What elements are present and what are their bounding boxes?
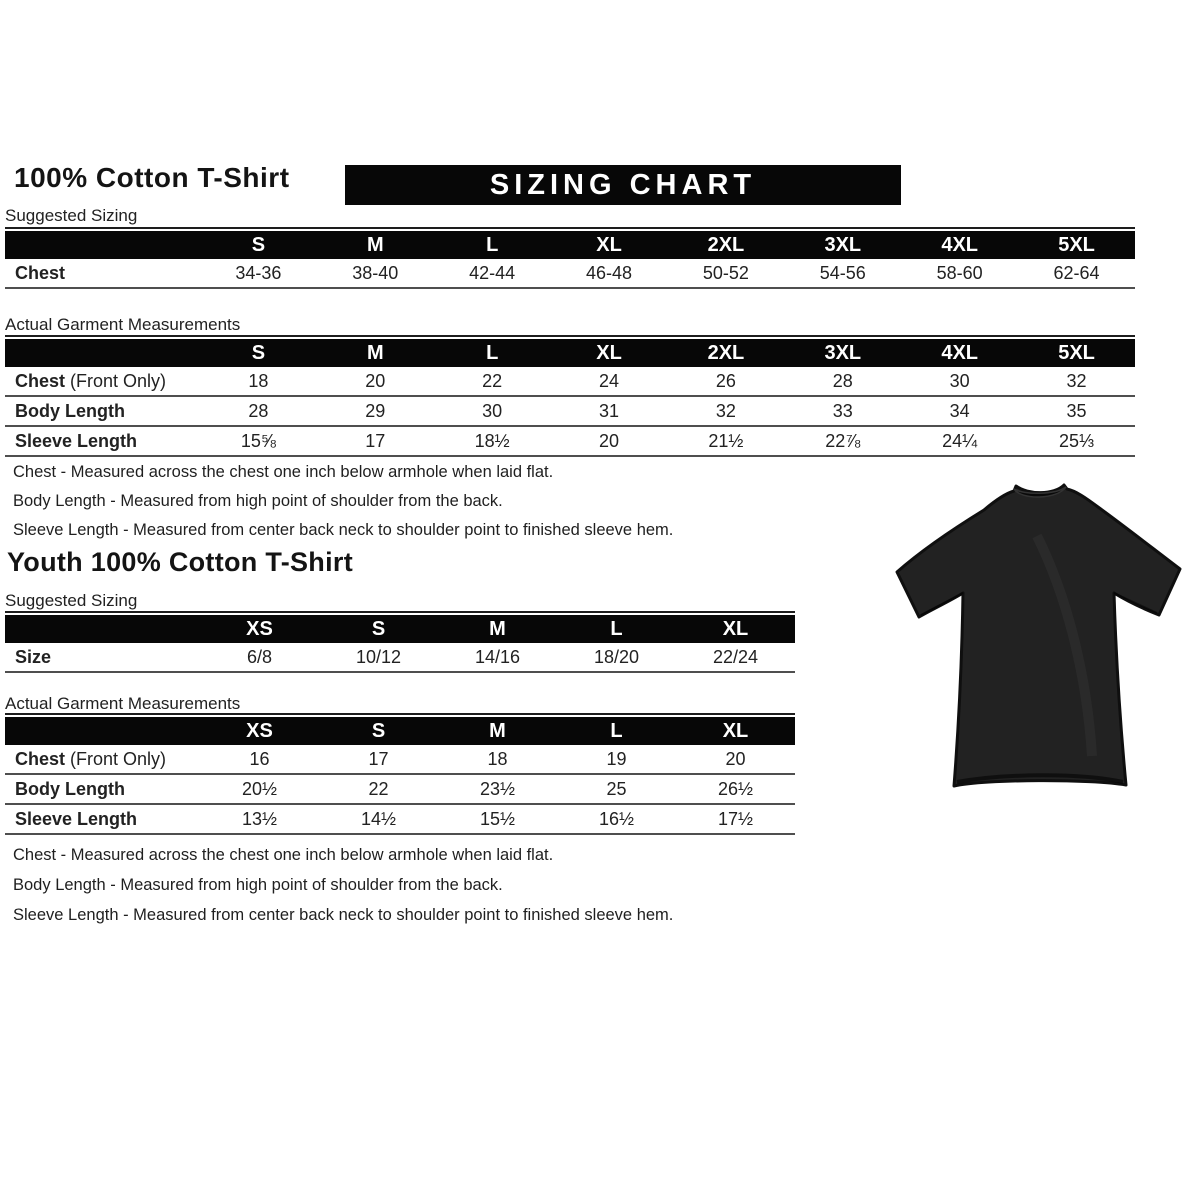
adult-suggested-sizing-label: Suggested Sizing bbox=[5, 206, 138, 225]
youth-suggested-sizing-label: Suggested Sizing bbox=[5, 591, 138, 610]
column-header-l: L bbox=[434, 339, 551, 367]
table-cell: 31 bbox=[551, 396, 668, 426]
column-header-s: S bbox=[200, 231, 317, 259]
adult-suggested-sizing-table bbox=[5, 231, 1135, 289]
header-spacer bbox=[5, 339, 200, 367]
tshirt-image bbox=[886, 476, 1198, 816]
column-header-m: M bbox=[317, 231, 434, 259]
table-cell: 16½ bbox=[557, 804, 676, 834]
row-label: Chest bbox=[5, 259, 200, 288]
row-label: Body Length bbox=[5, 396, 200, 426]
table-cell: 18 bbox=[438, 745, 557, 774]
row-label: Sleeve Length bbox=[5, 426, 200, 456]
header-spacer bbox=[5, 615, 200, 643]
adult-suggested-sizing-table-wrap bbox=[5, 227, 1135, 289]
table-cell: 20 bbox=[317, 367, 434, 396]
measurement-note: Chest - Measured across the chest one inch below armhole when laid flat. bbox=[13, 846, 554, 864]
table-cell: 34-36 bbox=[200, 259, 317, 288]
table-cell: 38-40 bbox=[317, 259, 434, 288]
table-cell: 42-44 bbox=[434, 259, 551, 288]
table-cell: 18 bbox=[200, 367, 317, 396]
sizing-chart-banner-text: SIZING CHART bbox=[489, 168, 757, 201]
table-cell: 32 bbox=[668, 396, 785, 426]
column-header-2xl: 2XL bbox=[668, 339, 785, 367]
table-cell: 16 bbox=[200, 745, 319, 774]
column-header-xl: XL bbox=[551, 231, 668, 259]
column-header-xl: XL bbox=[551, 339, 668, 367]
table-cell: 26½ bbox=[676, 774, 795, 804]
row-label: Size bbox=[5, 643, 200, 672]
measurement-note: Sleeve Length - Measured from center back neck to shoulder point to finished sleeve hem. bbox=[13, 521, 674, 539]
row-label: Sleeve Length bbox=[5, 804, 200, 834]
table-cell: 25⅓ bbox=[1018, 426, 1135, 456]
table-cell: 24¼ bbox=[901, 426, 1018, 456]
table-cell: 22 bbox=[434, 367, 551, 396]
column-header-3xl: 3XL bbox=[784, 231, 901, 259]
tshirt-body bbox=[897, 485, 1180, 786]
header-spacer bbox=[5, 231, 200, 259]
measurement-note: Body Length - Measured from high point of shoulder from the back. bbox=[13, 492, 503, 510]
measurement-note: Body Length - Measured from high point of shoulder from the back. bbox=[13, 876, 503, 894]
table-cell: 13½ bbox=[200, 804, 319, 834]
youth-suggested-sizing-table bbox=[5, 615, 795, 673]
table-cell: 46-48 bbox=[551, 259, 668, 288]
table-cell: 33 bbox=[784, 396, 901, 426]
table-cell: 17 bbox=[319, 745, 438, 774]
youth-suggested-sizing-table-wrap bbox=[5, 611, 795, 673]
table-row bbox=[5, 396, 1135, 426]
table-cell: 26 bbox=[668, 367, 785, 396]
table-cell: 15⅝ bbox=[200, 426, 317, 456]
column-header-m: M bbox=[438, 615, 557, 643]
column-header-s: S bbox=[200, 339, 317, 367]
column-header-2xl: 2XL bbox=[668, 231, 785, 259]
header-spacer bbox=[5, 717, 200, 745]
table-row bbox=[5, 774, 795, 804]
table-cell: 28 bbox=[200, 396, 317, 426]
table-cell: 28 bbox=[784, 367, 901, 396]
table-cell: 18/20 bbox=[557, 643, 676, 672]
table-cell: 35 bbox=[1018, 396, 1135, 426]
youth-page-title: Youth 100% Cotton T-Shirt bbox=[7, 547, 353, 577]
row-label: Chest (Front Only) bbox=[5, 367, 200, 396]
table-cell: 24 bbox=[551, 367, 668, 396]
column-header-xl: XL bbox=[676, 717, 795, 745]
youth-measurements-table bbox=[5, 717, 795, 835]
table-cell: 14/16 bbox=[438, 643, 557, 672]
column-header-xs: XS bbox=[200, 717, 319, 745]
table-row bbox=[5, 643, 795, 672]
column-header-m: M bbox=[317, 339, 434, 367]
adult-measurements-table-wrap bbox=[5, 335, 1135, 457]
table-cell: 18½ bbox=[434, 426, 551, 456]
adult-measurements-table bbox=[5, 339, 1135, 457]
table-cell: 22⅞ bbox=[784, 426, 901, 456]
table-row bbox=[5, 367, 1135, 396]
table-cell: 22/24 bbox=[676, 643, 795, 672]
table-cell: 34 bbox=[901, 396, 1018, 426]
column-header-l: L bbox=[434, 231, 551, 259]
table-cell: 6/8 bbox=[200, 643, 319, 672]
column-header-5xl: 5XL bbox=[1018, 231, 1135, 259]
table-cell: 22 bbox=[319, 774, 438, 804]
sizing-chart-banner bbox=[345, 165, 901, 205]
table-cell: 54-56 bbox=[784, 259, 901, 288]
table-cell: 20 bbox=[676, 745, 795, 774]
adult-measurement-notes bbox=[13, 458, 673, 545]
table-cell: 19 bbox=[557, 745, 676, 774]
column-header-l: L bbox=[557, 615, 676, 643]
table-cell: 25 bbox=[557, 774, 676, 804]
table-cell: 30 bbox=[434, 396, 551, 426]
table-cell: 50-52 bbox=[668, 259, 785, 288]
table-cell: 29 bbox=[317, 396, 434, 426]
table-cell: 20½ bbox=[200, 774, 319, 804]
column-header-m: M bbox=[438, 717, 557, 745]
adult-measurements-label: Actual Garment Measurements bbox=[5, 315, 241, 334]
measurement-note: Sleeve Length - Measured from center back neck to shoulder point to finished sleeve hem. bbox=[13, 906, 674, 924]
table-cell: 21½ bbox=[668, 426, 785, 456]
table-cell: 23½ bbox=[438, 774, 557, 804]
column-header-4xl: 4XL bbox=[901, 339, 1018, 367]
table-row bbox=[5, 804, 795, 834]
table-cell: 17 bbox=[317, 426, 434, 456]
table-cell: 62-64 bbox=[1018, 259, 1135, 288]
column-header-s: S bbox=[319, 615, 438, 643]
column-header-s: S bbox=[319, 717, 438, 745]
youth-measurements-label: Actual Garment Measurements bbox=[5, 694, 241, 713]
youth-measurement-notes bbox=[13, 840, 673, 930]
table-cell: 15½ bbox=[438, 804, 557, 834]
table-cell: 10/12 bbox=[319, 643, 438, 672]
measurement-note: Chest - Measured across the chest one inch below armhole when laid flat. bbox=[13, 463, 554, 481]
row-label: Body Length bbox=[5, 774, 200, 804]
table-cell: 17½ bbox=[676, 804, 795, 834]
table-cell: 30 bbox=[901, 367, 1018, 396]
column-header-l: L bbox=[557, 717, 676, 745]
table-cell: 32 bbox=[1018, 367, 1135, 396]
table-cell: 20 bbox=[551, 426, 668, 456]
table-cell: 14½ bbox=[319, 804, 438, 834]
table-row bbox=[5, 426, 1135, 456]
youth-measurements-table-wrap bbox=[5, 713, 795, 835]
column-header-4xl: 4XL bbox=[901, 231, 1018, 259]
column-header-xs: XS bbox=[200, 615, 319, 643]
table-row bbox=[5, 259, 1135, 288]
column-header-5xl: 5XL bbox=[1018, 339, 1135, 367]
table-cell: 58-60 bbox=[901, 259, 1018, 288]
table-row bbox=[5, 745, 795, 774]
column-header-xl: XL bbox=[676, 615, 795, 643]
row-label: Chest (Front Only) bbox=[5, 745, 200, 774]
column-header-3xl: 3XL bbox=[784, 339, 901, 367]
page-title: 100% Cotton T-Shirt bbox=[14, 162, 290, 193]
